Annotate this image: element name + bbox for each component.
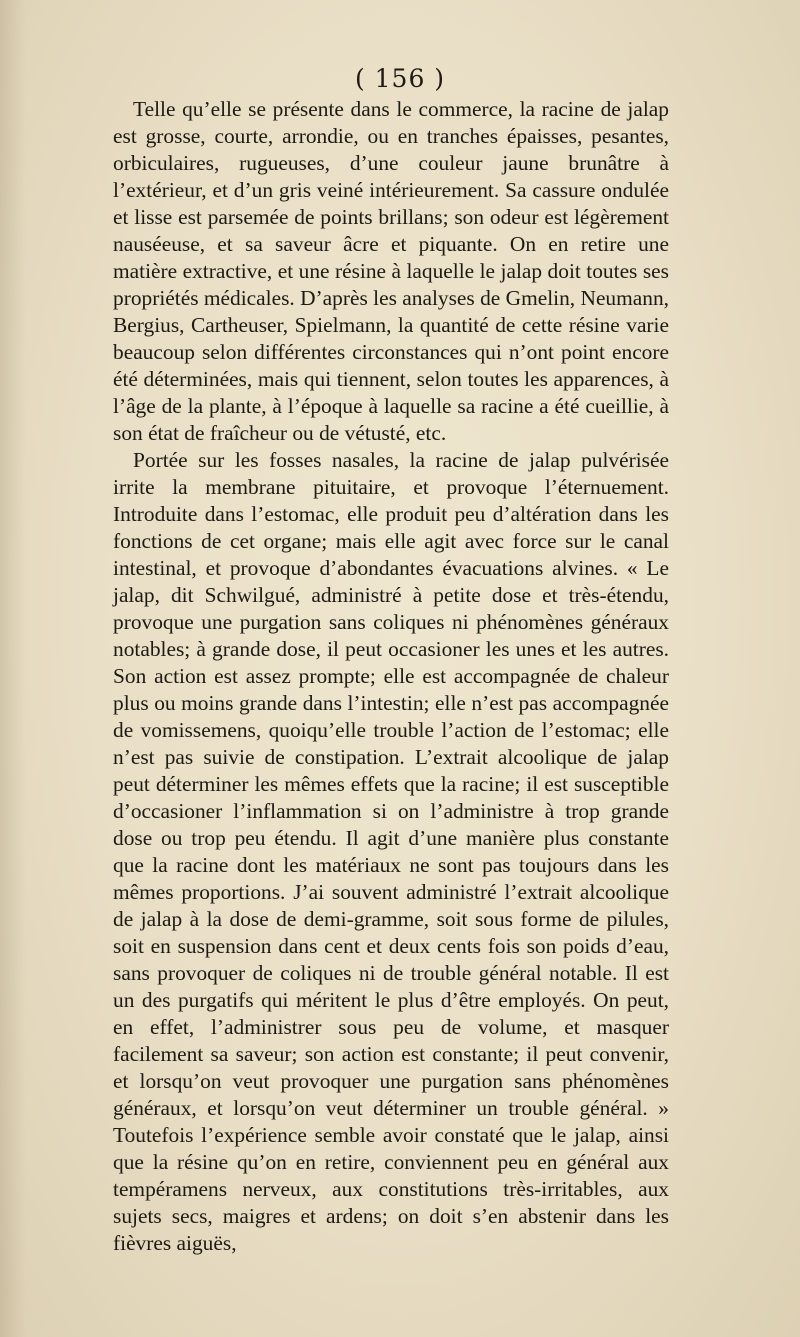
body-text [113, 96, 669, 1257]
page-fold-shadow [0, 0, 26, 1337]
page-number: ( 156 ) [354, 64, 446, 93]
paragraph-1: Telle qu’elle se présente dans le commerce, la racine de jalap est grosse, courte, arrondie, ou en tranches épaisses, pesantes, orbiculaires, rugueuses, d’une couleur jaune brunâtre à l’extérieur, et d’un gris veiné intérieurement. Sa cassure ondulée et lisse est parsemée de points brillans; son odeur est légèrement nauséeuse, et sa saveur âcre et piquante. On en retire une matière extractive, et une résine à laquelle le jalap doit toutes ses propriétés médicales. D’après les analyses de Gmelin, Neumann, Bergius, Cartheuser, Spielmann, la quantité de cette résine varie beaucoup selon différentes circonstances qui n’ont point encore été déterminées, mais qui tiennent, selon toutes les apparences, à l’âge de la plante, à l’époque à laquelle sa racine a été cueillie, à son état de fraîcheur ou de vétusté, etc. [113, 97, 669, 445]
paragraph-2: Portée sur les fosses nasales, la racine de jalap pulvérisée irrite la membrane pituitaire, et provoque l’éternuement. Introduite dans l’estomac, elle produit peu d’altération dans les fonctions de cet organe; mais elle agit avec force sur le canal intestinal, et provoque d’abondantes évacuations alvines. « Le jalap, dit Schwilgué, administré à petite dose et très-étendu, provoque une purgation sans coliques ni phénomènes généraux notables; à grande dose, il peut occasioner les unes et les autres. Son action est assez prompte; elle est accompagnée de chaleur plus ou moins grande dans l’intestin; elle n’est pas accompagnée de vomissemens, quoiqu’elle trouble l’action de l’estomac; elle n’est pas suivie de constipation. L’extrait alcoolique de jalap peut déterminer les mêmes effets que la racine; il est susceptible d’occasioner l’inflammation si on l’administre à trop grande dose ou trop peu étendu. Il agit d’une manière plus constante que la racine dont les matériaux ne sont pas toujours dans les mêmes proportions. J’ai souvent administré l’extrait alcoolique de jalap à la dose de demi-gramme, soit sous forme de pilules, soit en suspension dans cent et deux cents fois son poids d’eau, sans provoquer de coliques ni de trouble général notable. Il est un des purgatifs qui méritent le plus d’être employés. On peut, en effet, l’administrer sous peu de volume, et masquer facilement sa saveur; son action est constante; il peut convenir, et lorsqu’on veut provoquer une purgation sans phénomènes généraux, et lorsqu’on veut déterminer un trouble général. » Toutefois l’expérience semble avoir constaté que le jalap, ainsi que la résine qu’on en retire, conviennent peu en général aux tempéramens nerveux, aux constitutions très-irritables, aux sujets secs, maigres et ardens; on doit s’en abstenir dans les fièvres aiguës, [113, 448, 669, 1255]
